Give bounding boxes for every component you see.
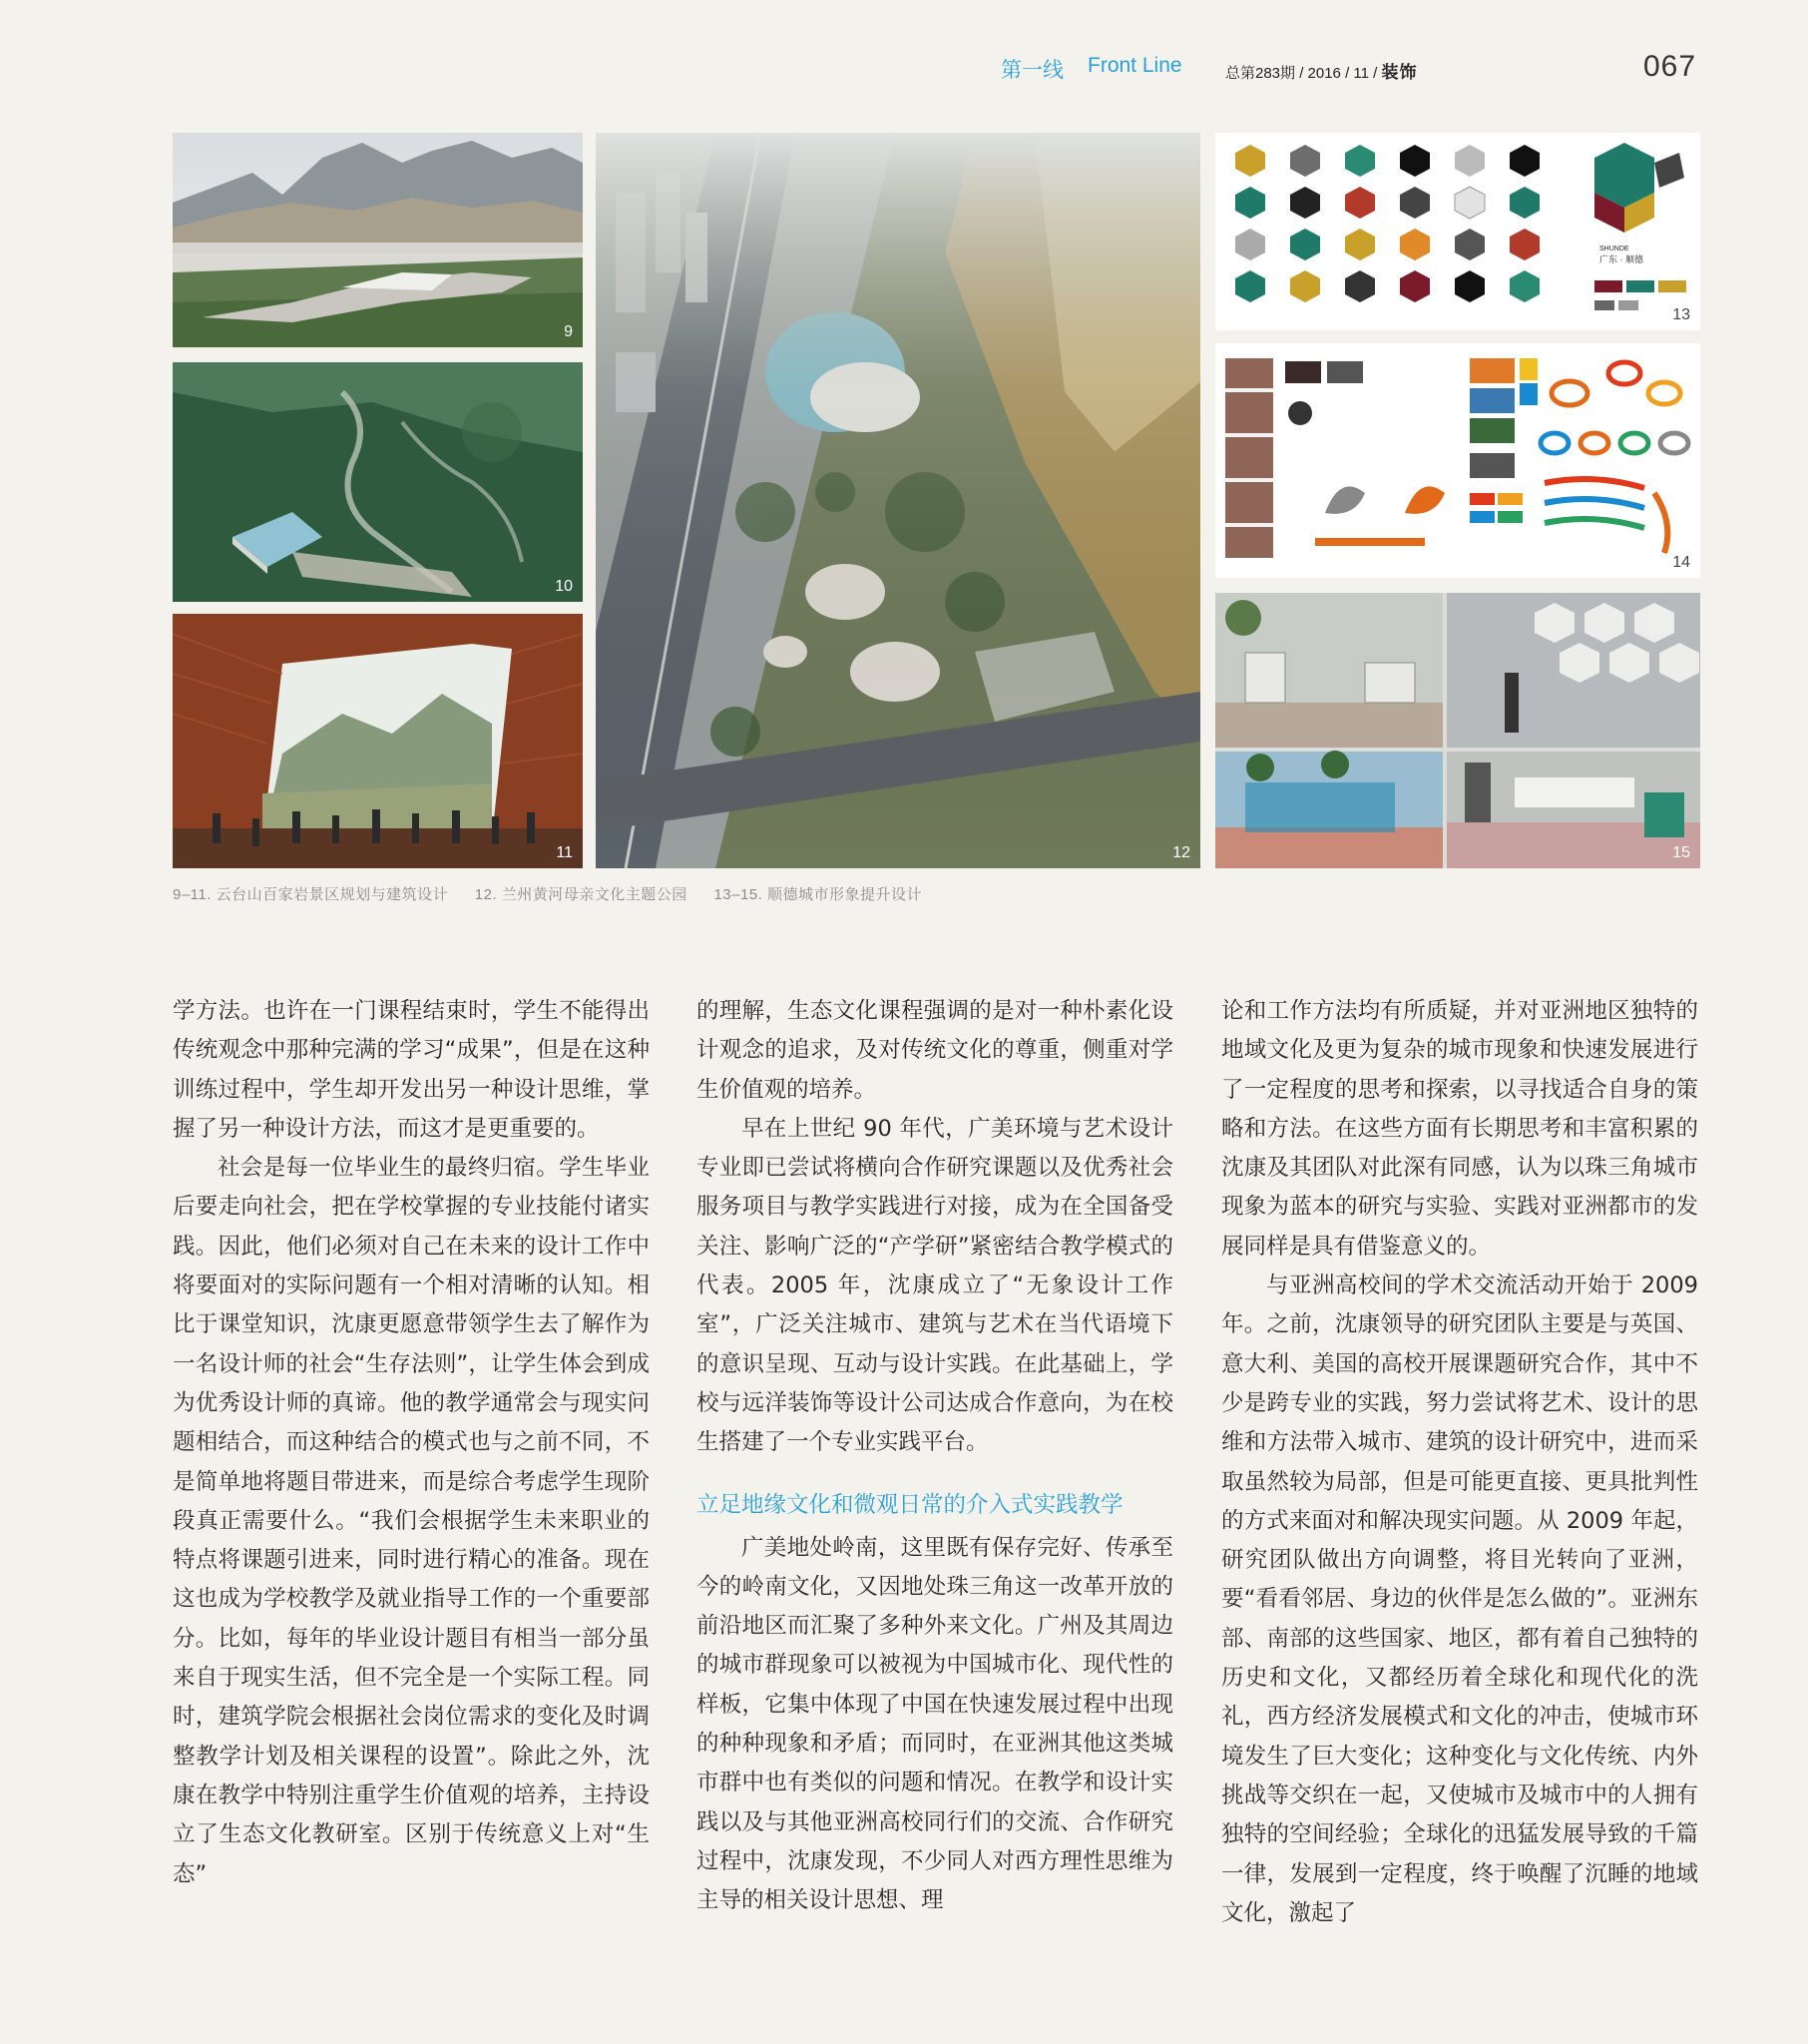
paragraph: 早在上世纪 90 年代，广美环境与艺术设计专业即已尝试将横向合作研究课题以及优秀社会服务项目与教学实践进行对接，成为在全国备受关注、影响广泛的“产学研”紧密结合教学模式的代表。2005 年，沈康成立了“无象设计工作室”，广泛关注城市、建筑与艺术在当代语境下的意识呈现、互动与设计实践。在此基础上，学校与远洋装饰等设计公司达成合作意向，为在校生搭建了一个专业实践平台。 xyxy=(696,1115,1173,1456)
page-header xyxy=(0,50,1808,90)
caption-12: 12. 兰州黄河母亲文化主题公园 xyxy=(474,886,687,903)
figure-11-photo xyxy=(173,614,583,868)
figure-number: 11 xyxy=(556,844,573,861)
paragraph: 社会是每一位毕业生的最终归宿。学生毕业后要走向社会，把在学校掌握的专业技能付诸实践。因此，他们必须对自己在未来的设计工作中将要面对的实际问题有一个相对清晰的认知。相比于课堂知识，沈康更愿意带领学生去了解作为一名设计师的社会“生存法则”，让学生体会到成为优秀设计师的真谛。他的教学通常会与现实问题相结合，而这种结合的模式也与之前不同，不是简单地将题目带进来，而是综合考虑学生现阶段真正需要什么。“我们会根据学生未来职业的特点将课题引进来，同时进行精心的准备。现在这也成为学校教学及就业指导工作的一个重要部分。比如，每年的毕业设计题目有相当一部分虽来自于现实生活，但不完全是一个实际工程。同时，建筑学院会根据社会岗位需求的变化及时调整教学计划及相关课程的设置”。除此之外，沈康在教学中特别注重学生价值观的培养，主持设立了生态文化教研室。区别于传统意义上对“生态” xyxy=(173,1155,650,1887)
magazine-name: 装饰 xyxy=(1381,63,1418,82)
section-name-cn: 第一线 xyxy=(1001,59,1064,82)
section-name-en: Front Line xyxy=(1088,54,1182,77)
paragraph: 学方法。也许在一门课程结束时，学生不能得出传统观念中那种完满的学习“成果”，但是在这种训练过程中，学生却开发出另一种设计思维，掌握了另一种设计方法，而这才是更重要的。 xyxy=(173,998,650,1142)
logo-text-cn: 广东 · 顺德 xyxy=(1599,255,1643,264)
figure-14-photo xyxy=(1215,343,1700,578)
logo-text-en: SHUNDE xyxy=(1599,246,1629,253)
figure-12-photo xyxy=(596,133,1200,868)
caption-13-15: 13–15. 顺德城市形象提升设计 xyxy=(713,886,923,903)
figure-number: 9 xyxy=(564,323,573,340)
paragraph: 广美地处岭南，这里既有保存完好、传承至今的岭南文化，又因地处珠三角这一改革开放的前沿地区而汇聚了多种外来文化。广州及其周边的城市群现象可以被视为中国城市化、现代性的样板，它集中体现了中国在快速发展过程中出现的种种现象和矛盾；而同时，在亚洲其他这类城市群中也有类似的问题和情况。在教学和设计实践以及与其他亚洲高校同行们的交流、合作研究过程中，沈康发现，不少同人对西方理性思维为主导的相关设计思想、理 xyxy=(696,1534,1173,1914)
figure-caption xyxy=(173,883,944,904)
paragraph: 论和工作方法均有所质疑，并对亚洲地区独特的地域文化及更为复杂的城市现象和快速发展进行了一定程度的思考和探索，以寻找适合自身的策略和方法。在这些方面有长期思考和丰富积累的沈康及其团队对此深有同感，认为以珠三角城市现象为蓝本的研究与实验、实践对亚洲都市的发展同样是具有借鉴意义的。 xyxy=(1221,998,1698,1260)
section-heading: 立足地缘文化和微观日常的介入式实践教学 xyxy=(696,1491,1124,1518)
text-column-3 xyxy=(1221,992,1698,1933)
caption-9-11: 9–11. 云台山百家岩景区规划与建筑设计 xyxy=(173,886,449,903)
issue-number: 总第283期 / 2016 / 11 / xyxy=(1225,65,1382,82)
paragraph: 与亚洲高校间的学术交流活动开始于 2009 年。之前，沈康领导的研究团队主要是与英国、意大利、美国的高校开展课题研究合作，其中不少是跨专业的实践，努力尝试将艺术、设计的思维和方法带入城市、建筑的设计研究中，进而采取虽然较为局部，但是可能更直接、更具批判性的方式来面对和解决现实问题。从 2009 年起，研究团队做出方向调整，将目光转向了亚洲，要“看看邻居、身边的伙伴是怎么做的”。亚洲东部、南部的这些国家、地区，都有着自己独特的历史和文化，又都经历着全球化和现代化的洗礼，西方经济发展模式和文化的冲击，使城市环境发生了巨大变化；这种变化与文化传统、内外挑战等交织在一起，又使城市及城市中的人拥有独特的空间经验；全球化的迅猛发展导致的千篇一律，发展到一定程度，终于唤醒了沉睡的地域文化，激起了 xyxy=(1221,1273,1698,1926)
figure-15-photo xyxy=(1215,593,1700,868)
issue-info xyxy=(1225,58,1417,83)
figure-10-photo xyxy=(173,362,583,602)
page-number: 067 xyxy=(1643,50,1697,83)
paragraph: 的理解，生态文化课程强调的是对一种朴素化设计观念的追求，及对传统文化的尊重，侧重对学生价值观的培养。 xyxy=(696,998,1173,1103)
figure-9-photo xyxy=(173,133,583,347)
figure-number: 13 xyxy=(1672,306,1690,323)
figure-number: 15 xyxy=(1672,844,1690,861)
figure-number: 14 xyxy=(1672,554,1690,571)
text-column-2 xyxy=(696,992,1173,1921)
text-column-1 xyxy=(173,992,650,1894)
figure-number: 12 xyxy=(1172,844,1190,861)
figure-13-photo xyxy=(1215,133,1700,330)
figure-number: 10 xyxy=(555,578,573,595)
